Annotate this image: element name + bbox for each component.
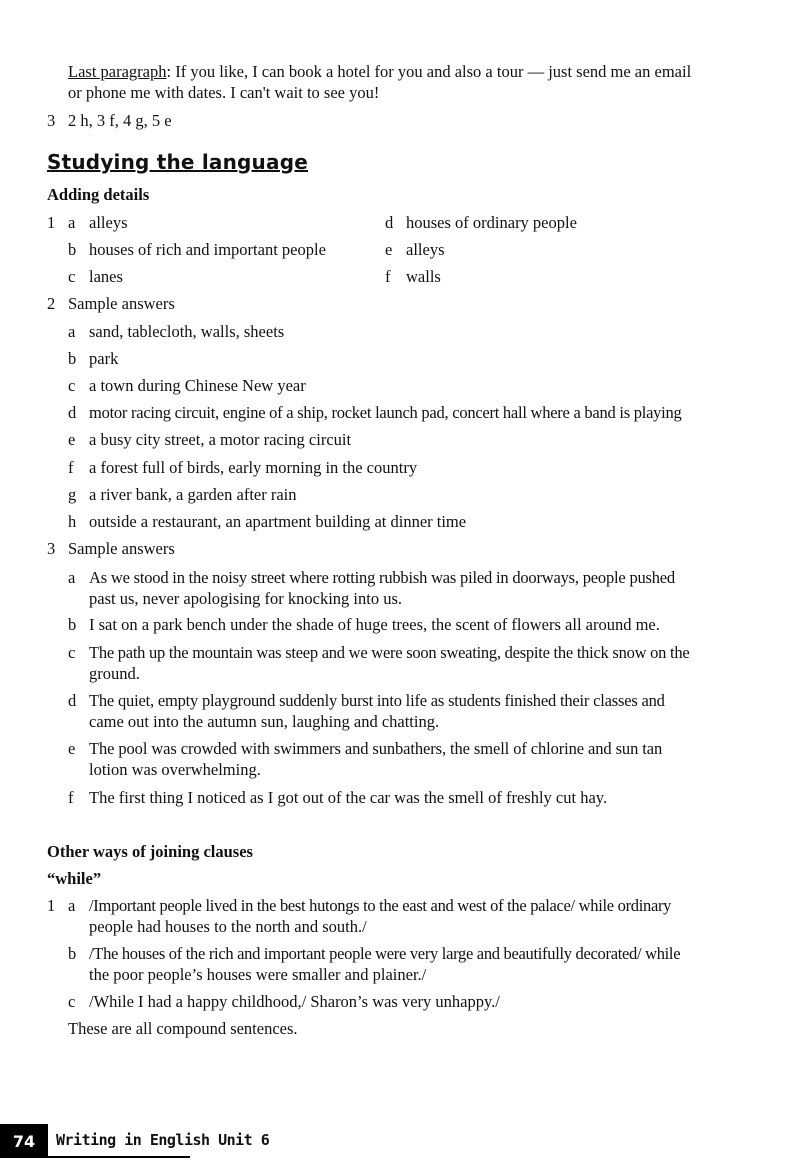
q1-right-answer: walls [406,267,441,286]
joining-number: 1 [47,896,56,915]
q1-right-answer: houses of ordinary people [406,213,577,232]
q1-right-letter: d [385,213,394,232]
joining-letter: a [68,896,76,915]
q3-letter: b [68,615,77,634]
joining-answer-line2: the poor people’s houses were smaller and plainer./ [89,965,427,984]
q2-letter: e [68,430,76,449]
q3-answer-line2: ground. [89,664,140,683]
joining-letter: c [68,992,76,1011]
last-paragraph-label: Last paragraph [68,62,167,81]
last-paragraph-text: : If you like, I can book a hotel for you and also a tour — just send me an email [166,62,692,81]
q2-answer: outside a restaurant, an apartment building at dinner time [89,512,467,531]
q2-letter: b [68,349,77,368]
q3-answer-line1: The first thing I noticed as I got out of the car was the smell of freshly cut hay. [89,788,608,807]
last-paragraph-line-2: or phone me with dates. I can't wait to see you! [68,83,380,102]
q1-right-letter: e [385,240,393,259]
q2-answer: a busy city street, a motor racing circuit [89,430,352,449]
q1-right-letter: f [385,267,391,286]
q3-letter: a [68,568,76,587]
q1-number: 1 [47,213,56,232]
q2-letter: c [68,376,76,395]
item-3-answers: 2 h, 3 f, 4 g, 5 e [68,111,172,130]
last-paragraph-line-1 [68,61,691,82]
footer-rule [48,1156,190,1158]
q2-letter: g [68,485,77,504]
section-title: Studying the language [47,150,308,174]
q3-letter: c [68,643,76,662]
q1-left-answer: alleys [89,213,128,232]
section-subheading: Adding details [47,185,150,204]
q1-right-answer: alleys [406,240,445,259]
q2-answer: park [89,349,119,368]
q2-letter: f [68,458,74,477]
footer-title: Writing in English Unit 6 [56,1131,270,1149]
joining-answer-line1: /Important people lived in the best hutongs to the east and west of the palace/ while ordinary [89,896,672,915]
q3-answer-line1: As we stood in the noisy street where rotting rubbish was piled in doorways, people pushed [89,568,675,587]
joining-closing: These are all compound sentences. [68,1019,298,1038]
q2-answer: a town during Chinese New year [89,376,306,395]
q3-number: 3 [47,539,56,558]
joining-letter: b [68,944,77,963]
q1-left-letter: b [68,240,77,259]
q3-answer-line1: The pool was crowded with swimmers and sunbathers, the smell of chlorine and sun tan [89,739,663,758]
joining-subheading: “while” [47,869,102,888]
q3-letter: e [68,739,76,758]
q1-left-answer: houses of rich and important people [89,240,326,259]
joining-answer-line1: /While I had a happy childhood,/ Sharon’s was very unhappy./ [89,992,500,1011]
q2-number: 2 [47,294,56,313]
q3-answer-line1: The path up the mountain was steep and we were soon sweating, despite the thick snow on the [89,643,690,662]
q3-title: Sample answers [68,539,175,558]
q3-letter: f [68,788,74,807]
q2-answer: a river bank, a garden after rain [89,485,297,504]
q1-left-letter: c [68,267,76,286]
q3-letter: d [68,691,77,710]
q3-answer-line2: came out into the autumn sun, laughing and chatting. [89,712,440,731]
q2-answer: a forest full of birds, early morning in the country [89,458,418,477]
joining-heading: Other ways of joining clauses [47,842,253,861]
q2-title: Sample answers [68,294,175,313]
q3-answer-line1: I sat on a park bench under the shade of huge trees, the scent of flowers all around me. [89,615,660,634]
joining-answer-line1: /The houses of the rich and important people were very large and beautifully decorated/ while [89,944,681,963]
q2-letter: d [68,403,77,422]
page-number: 74 [0,1124,48,1158]
q1-left-letter: a [68,213,76,232]
q3-answer-line1: The quiet, empty playground suddenly burst into life as students finished their classes and [89,691,665,710]
item-3-number: 3 [47,111,56,130]
joining-answer-line2: people had houses to the north and south./ [89,917,367,936]
q2-answer: motor racing circuit, engine of a ship, rocket launch pad, concert hall where a band is playing [89,403,682,422]
q3-answer-line2: lotion was overwhelming. [89,760,261,779]
q1-left-answer: lanes [89,267,123,286]
q2-letter: a [68,322,76,341]
q2-letter: h [68,512,77,531]
q2-answer: sand, tablecloth, walls, sheets [89,322,285,341]
q3-answer-line2: past us, never apologising for knocking into us. [89,589,403,608]
